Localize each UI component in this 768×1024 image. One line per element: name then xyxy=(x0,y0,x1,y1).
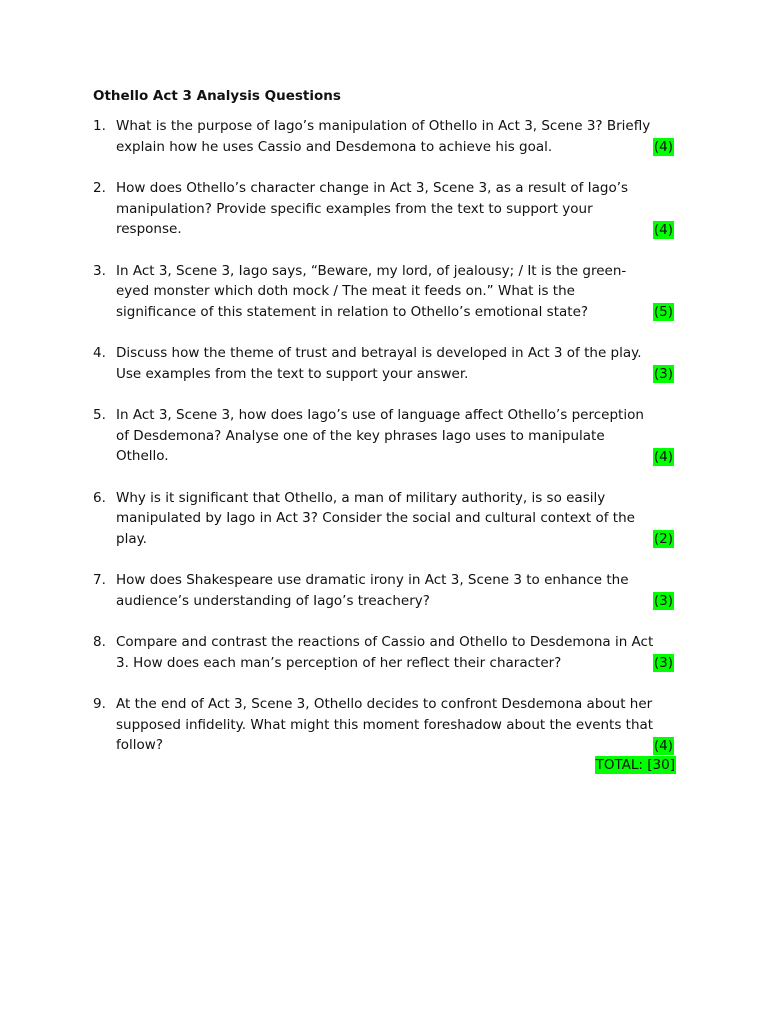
question-item xyxy=(93,570,677,611)
question-number: 4. xyxy=(93,345,106,361)
question-number: 1. xyxy=(93,118,106,134)
question-item xyxy=(93,343,677,384)
question-text: Compare and contrast the reactions of Cassio and Othello to Desdemona in Act 3. How does each man’s perception of her reflect their character? xyxy=(116,634,654,671)
document-title: Othello Act 3 Analysis Questions xyxy=(93,88,341,104)
question-item xyxy=(93,405,677,467)
question-number: 6. xyxy=(93,489,106,506)
question-text: Why is it significant that Othello, a man of military authority, is so easily manipulated by Iago in Act 3? Consider the social and cultural context of the play. xyxy=(116,489,635,547)
question-item xyxy=(93,178,677,240)
question-list xyxy=(93,116,677,756)
question-item xyxy=(93,694,677,756)
question-item xyxy=(93,632,677,673)
document-page xyxy=(93,86,677,776)
marks-badge: (4) xyxy=(653,221,673,238)
question-number: 7. xyxy=(93,572,106,588)
question-number: 2. xyxy=(93,180,106,196)
question-number: 3. xyxy=(93,262,106,279)
question-text: In Act 3, Scene 3, Iago says, “Beware, my lord, of jealousy; / It is the green-eyed monster which doth mock / The meat it feeds on.” What is the significance of this statement in relation to Othello’s emotional state? xyxy=(116,262,627,320)
marks-badge: (3) xyxy=(653,593,673,609)
question-number: 9. xyxy=(93,696,106,712)
marks-badge: (2) xyxy=(653,531,673,547)
marks-badge: (4) xyxy=(653,448,673,465)
question-text: Discuss how the theme of trust and betrayal is developed in Act 3 of the play. Use examples from the text to support your answer. xyxy=(116,345,642,382)
marks-badge: (5) xyxy=(653,304,673,320)
question-text: How does Othello’s character change in Act 3, Scene 3, as a result of Iago’s manipulation? Provide specific examples from the text to support your response. xyxy=(116,180,629,237)
question-item xyxy=(93,116,677,157)
question-text: In Act 3, Scene 3, how does Iago’s use of language affect Othello’s perception of Desdemona? Analyse one of the key phrases Iago uses to manipulate Othello. xyxy=(116,407,644,464)
question-number: 8. xyxy=(93,634,106,650)
question-text: At the end of Act 3, Scene 3, Othello decides to confront Desdemona about her supposed infidelity. What might this moment foreshadow about the events that follow? xyxy=(116,696,654,753)
marks-badge: (3) xyxy=(653,366,673,382)
marks-badge: (4) xyxy=(653,139,673,155)
marks-badge: (3) xyxy=(653,655,673,671)
total-marks: TOTAL: [30] xyxy=(595,756,675,773)
marks-badge: (4) xyxy=(653,737,673,754)
question-number: 5. xyxy=(93,407,106,423)
question-item xyxy=(93,261,677,323)
question-item xyxy=(93,488,677,550)
question-text: How does Shakespeare use dramatic irony in Act 3, Scene 3 to enhance the audience’s understanding of Iago’s treachery? xyxy=(116,572,629,609)
question-text: What is the purpose of Iago’s manipulation of Othello in Act 3, Scene 3? Briefly explain how he uses Cassio and Desdemona to achieve his goal. xyxy=(116,118,651,155)
